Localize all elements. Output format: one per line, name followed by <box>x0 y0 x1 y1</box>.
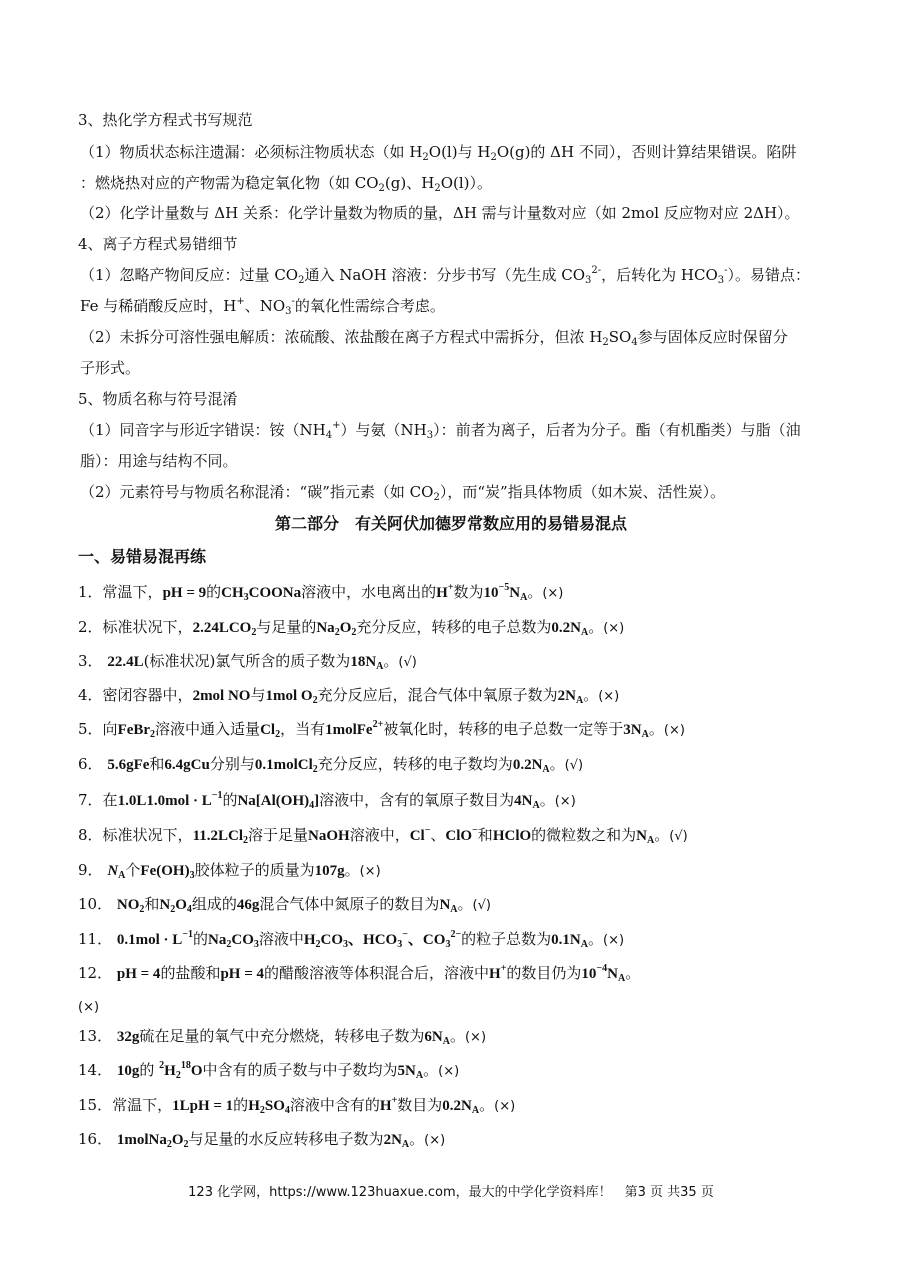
question-2: 2．标准状况下，$2.24LCO_2$与足量的$Na_2O_2$充分反应，转移的电子总数为$0.2N_A$。(×) <box>78 618 625 638</box>
question-8: 8．标准状况下，11.2LCl$_2$溶于足量NaOH溶液中，Cl−、ClO−和HClO的微粒数之和为$N_A$。(√) <box>78 825 688 846</box>
question-12: 12． pH = 4的盐酸和pH = 4的醋酸溶液等体积混合后，溶液中H+的数目仍为$10^{-4}N_A$。 <box>78 963 641 984</box>
answer-mark: (×) <box>542 586 564 601</box>
paragraph-4-2: （2）未拆分可溶性强电解质：浓硫酸、浓盐酸在离子方程式中需拆分，但浓 $H_2SO_4$参与固体反应时保留分 <box>80 328 788 348</box>
answer-mark: (√) <box>564 758 584 773</box>
answer-mark: (×) <box>598 689 620 704</box>
question-11: 11． $0.1mol \cdot L^{-1}$的$Na_2CO_3$溶液中$H_2CO_3$、$HCO_3^-$、$CO_3^{2-}$的粒子总数为$0.1N_A$。(×) <box>78 929 625 950</box>
question-6: 6． 5.6gFe和6.4gCu分别与0.1molCl$_2$充分反应，转移的电子数均为$0.2N_A$。(√) <box>78 755 584 775</box>
paragraph-4-2-cont: 子形式。 <box>80 359 141 377</box>
subsection-title: 一、易错易混再练 <box>78 547 207 566</box>
paragraph-5-1-cont: 脂）：用途与结构不同。 <box>80 452 238 470</box>
answer-mark: (×) <box>438 1064 460 1079</box>
answer-mark: (×) <box>554 794 576 809</box>
paragraph-3-2: （2）化学计量数与 ΔH 关系：化学计量数为物质的量，ΔH 需与计量数对应（如 2mol 反应物对应 2ΔH）。 <box>80 204 800 222</box>
question-5: 5．向FeBr$_2$溶液中通入适量$Cl_2$，当有1molFe$^{2+}$被氧化时，转移的电子总数一定等于$3N_A$。(×) <box>78 719 685 740</box>
answer-mark: (×) <box>424 1133 446 1148</box>
section-heading-3: 3、热化学方程式书写规范 <box>78 111 253 129</box>
paragraph-5-2: （2）元素符号与物质名称混淆：“碳”指元素（如 $CO_2$），而“炭”指具体物质（如木炭、活性炭）。 <box>80 483 726 503</box>
answer-mark: (×) <box>78 1000 100 1015</box>
answer-mark: (×) <box>663 723 685 738</box>
question-16: 16． $1molNa_2O_2$与足量的水反应转移电子数为$2N_A$。(×) <box>78 1130 446 1150</box>
answer-mark: (×) <box>359 864 381 879</box>
question-1: 1．常温下，pH = 9的$CH_3COONa$溶液中，水电离出的H+数为$10^{-5}N_A$。(×) <box>78 582 564 603</box>
paragraph-5-1: （1）同音字与形近字错误：铵$(NH_4^+)$与氨$(NH_3)$：前者为离子，后者为分子。酯（有机酯类）与脂（油 <box>80 420 801 441</box>
question-10: 10． $NO_2$和$N_2O_4$组成的46g混合气体中氮原子的数目为$N_A$。(√) <box>78 895 491 915</box>
answer-mark: (×) <box>464 1030 487 1045</box>
question-13: 13． 32g硫在足量的氧气中充分燃烧，转移电子数为$6N_A$。(×) <box>78 1027 487 1047</box>
question-12-mark-line <box>78 996 99 1018</box>
question-4: 4．密闭容器中，2mol NO与1mol $O_2$充分反应后，混合气体中氧原子数为$2N_A$。(×) <box>78 686 620 706</box>
page-footer: 123 化学网，https://www.123huaxue.com，最大的中学化学资料库！ 第3 页 共35 页 <box>188 1185 714 1200</box>
section-heading-5: 5、物质名称与符号混淆 <box>78 390 238 408</box>
answer-mark: (×) <box>494 1099 516 1114</box>
question-15: 15．常温下，1LpH = 1的$H_2SO_4$溶液中含有的H+数目为$0.2N_A$。(×) <box>78 1095 516 1116</box>
answer-mark: (√) <box>398 655 417 670</box>
question-14: 14． 10g的 $^2H_2^{18}O$中含有的质子数与中子数均为$5N_A$。(×) <box>78 1060 460 1081</box>
question-9: 9． $N_A$个$Fe(OH)_3$胶体粒子的质量为107g。(×) <box>78 861 381 881</box>
paragraph-3-1: （1）物质状态标注遗漏：必须标注物质状态（如 $H_2O(l)$与 $H_2O(g)$的 ΔH 不同），否则计算结果错误。陷阱 <box>80 143 797 163</box>
paragraph-4-1-cont: Fe 与稀硝酸反应时，H+、$NO_3^-$的氧化性需综合考虑。 <box>80 296 445 317</box>
paragraph-3-1-cont: ：燃烧热对应的产物需为稳定氧化物（如 $CO_2(g)$、$H_2O(l)$）。 <box>80 174 492 194</box>
paragraph-4-1: （1）忽略产物间反应：过量 $CO_2$通入 NaOH 溶液：分步书写（先生成 $CO_3^{2-}$，后转化为 $HCO_3^-$）。易错点： <box>80 265 811 286</box>
part-two-title: 第二部分 有关阿伏加德罗常数应用的易错易混点 <box>274 514 627 533</box>
answer-mark: (√) <box>669 829 688 844</box>
section-heading-4: 4、离子方程式易错细节 <box>78 235 238 253</box>
question-7: 7．在$1.0L1.0mol \cdot L^{-1}$的$Na[Al(OH)_4]$溶液中，含有的氧原子数目为$4N_A$。(×) <box>78 790 576 811</box>
question-3: 3． 22.4L(标准状况)氯气所含的质子数为$18N_A$。(√) <box>78 652 417 672</box>
answer-mark: (×) <box>603 621 625 636</box>
answer-mark: (×) <box>603 933 625 948</box>
answer-mark: (√) <box>472 898 491 913</box>
